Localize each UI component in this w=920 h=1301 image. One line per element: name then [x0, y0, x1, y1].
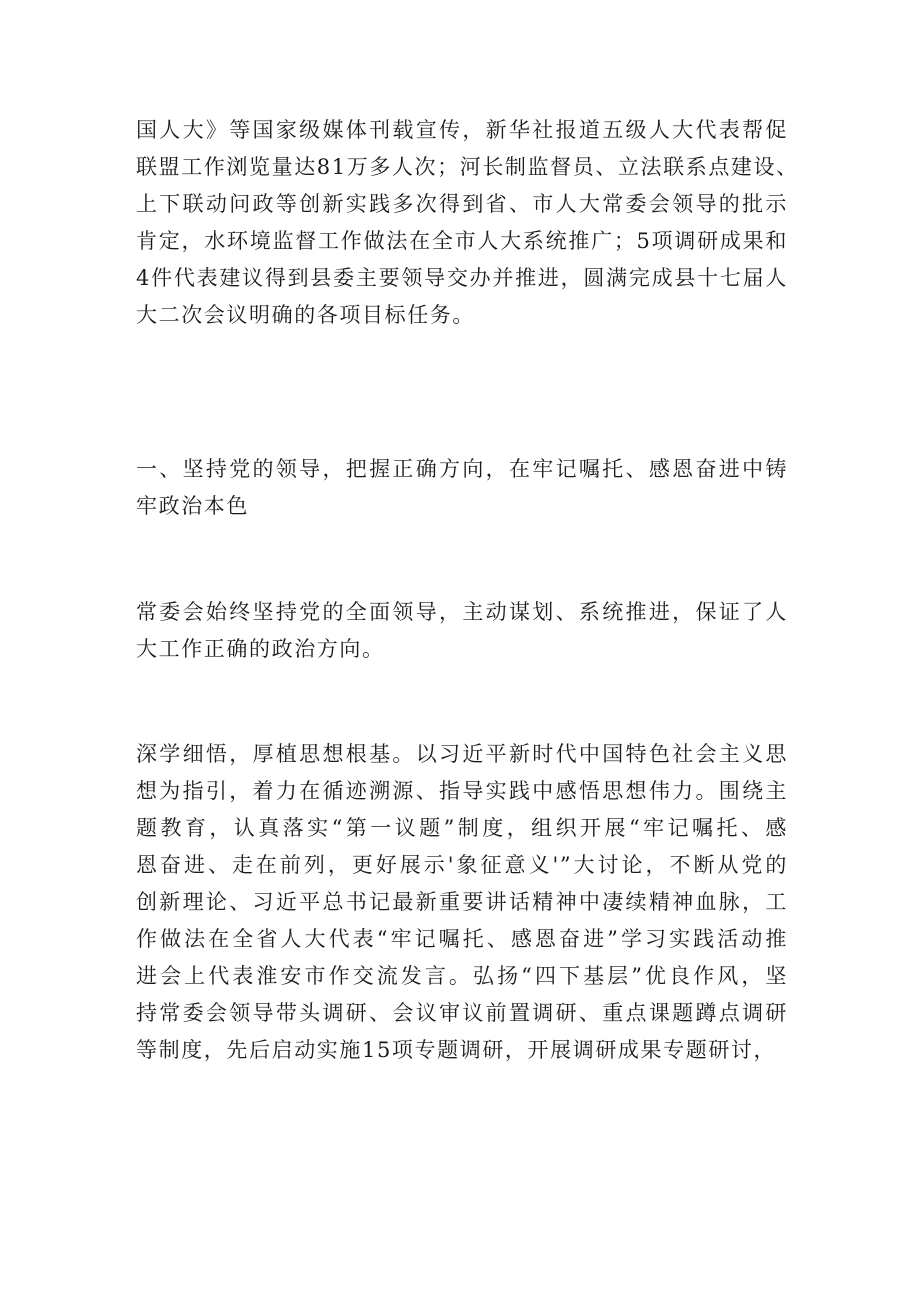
text-line: 深学细悟，厚植思想根基。以习近平新时代中国特色社会主义思: [136, 742, 788, 766]
text-line: 恩奋进、走在前列，更好展示'象征意义'”大讨论，不断从党的: [136, 853, 788, 877]
text-line: 上下联动问政等创新实践多次得到省、市人大常委会领导的批示: [136, 192, 788, 216]
text-line: 肯定，水环境监督工作做法在全市人大系统推广；5项调研成果和: [136, 229, 788, 253]
text-line: 4件代表建议得到县委主要领导交办并推进，圆满完成县十七届人: [136, 266, 788, 290]
text-line: 联盟工作浏览量达81万多人次；河长制监督员、立法联系点建设、: [136, 155, 799, 179]
text-line: 大工作正确的政治方向。: [136, 637, 385, 661]
text-line: 想为指引，着力在循迹溯源、指导实践中感悟思想伟力。围绕主: [136, 779, 788, 803]
text-line: 作做法在全省人大代表“牢记嘱托、感恩奋进”学习实践活动推: [136, 927, 788, 951]
paragraph-study: [136, 736, 788, 1069]
text-line: 创新理论、习近平总书记最新重要讲话精神中凄续精神血脉，工: [136, 890, 788, 914]
paragraph-intro: [136, 594, 788, 668]
text-line: 常委会始终坚持党的全面领导，主动谋划、系统推进，保证了人: [136, 600, 788, 624]
text-line: 题教育，认真落实“第一议题”制度，组织开展“牢记嘱托、感: [136, 816, 788, 840]
text-line: 大二次会议明确的各项目标任务。: [136, 303, 475, 327]
text-line: 等制度，先后启动实施15项专题调研，开展调研成果专题研讨，: [136, 1038, 777, 1062]
text-line: 进会上代表淮安市作交流发言。弘扬“四下基层”优良作风，坚: [136, 964, 788, 988]
text-line: 持常委会领导带头调研、会议审议前置调研、重点课题蹲点调研: [136, 1001, 788, 1025]
heading-line: 牢政治本色: [136, 494, 249, 518]
text-line: 国人大》等国家级媒体刊载宣传，新华社报道五级人大代表帮促: [136, 118, 788, 142]
heading-line: 一、坚持党的领导，把握正确方向，在牢记嘱托、感恩奋进中铸: [136, 457, 788, 481]
paragraph-achievements: [136, 112, 799, 334]
section-heading: [136, 451, 788, 525]
